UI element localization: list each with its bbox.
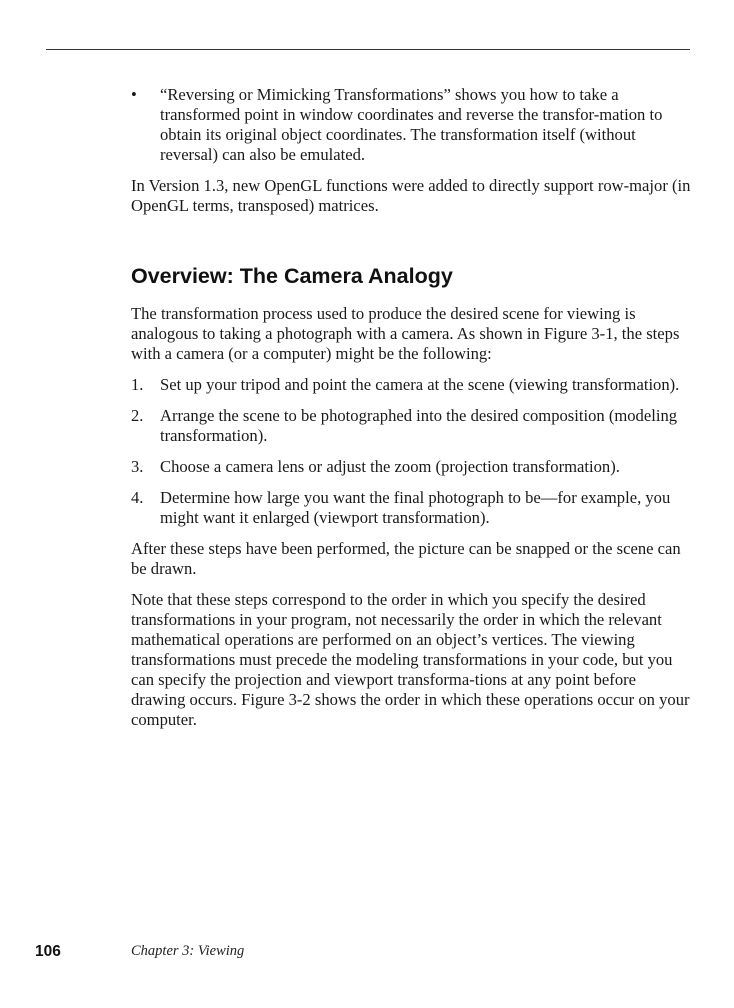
list-item [131, 406, 693, 446]
section-paragraph-2: After these steps have been performed, the picture can be snapped or the scene can be drawn. [131, 539, 681, 578]
step-number: 4. [131, 488, 144, 507]
step-text: Arrange the scene to be photographed into the desired composition (modeling transformation). [160, 406, 678, 445]
chapter-label: Chapter 3: Viewing [131, 943, 245, 959]
step-text: Choose a camera lens or adjust the zoom (projection transformation). [160, 457, 620, 476]
page-body [131, 85, 693, 741]
section-heading: Overview: The Camera Analogy [131, 264, 453, 288]
intro-paragraph: In Version 1.3, new OpenGL functions were added to directly support row-major (in OpenGL terms, transposed) matrices. [131, 176, 691, 215]
section-paragraph-1: The transformation process used to produce the desired scene for viewing is analogous to taking a photograph with a camera. As shown in Figure 3-1, the steps with a camera (or a computer) might be the following: [131, 304, 680, 363]
step-number: 1. [131, 375, 144, 394]
step-text: Set up your tripod and point the camera at the scene (viewing transformation). [160, 375, 680, 394]
list-item [131, 488, 693, 528]
step-number: 2. [131, 406, 144, 425]
bullet-icon: • [131, 85, 137, 104]
list-item [131, 375, 693, 395]
header-rule [46, 49, 690, 50]
bullet-text: “Reversing or Mimicking Transformations” shows you how to take a transformed point in window coordinates and reverse the transfor-mation to obtain its original object coordinates. The transformation itself (without reversal) can also be emulated. [160, 85, 663, 164]
list-item [131, 457, 693, 477]
steps-list [131, 375, 693, 528]
section-paragraph-3: Note that these steps correspond to the order in which you specify the desired transformations in your program, not necessarily the order in which the relevant mathematical operations are performed on an object’s vertices. The viewing transformations must precede the modeling transformations in your code, but you can specify the projection and viewport transforma-tions at any point before drawing occurs. Figure 3-2 shows the order in which these operations occur on your computer. [131, 590, 690, 729]
page-number: 106 [35, 943, 61, 960]
step-text: Determine how large you want the final photograph to be—for example, you might want it enlarged (viewport transformation). [160, 488, 671, 527]
bullet-item [131, 85, 693, 165]
step-number: 3. [131, 457, 144, 476]
